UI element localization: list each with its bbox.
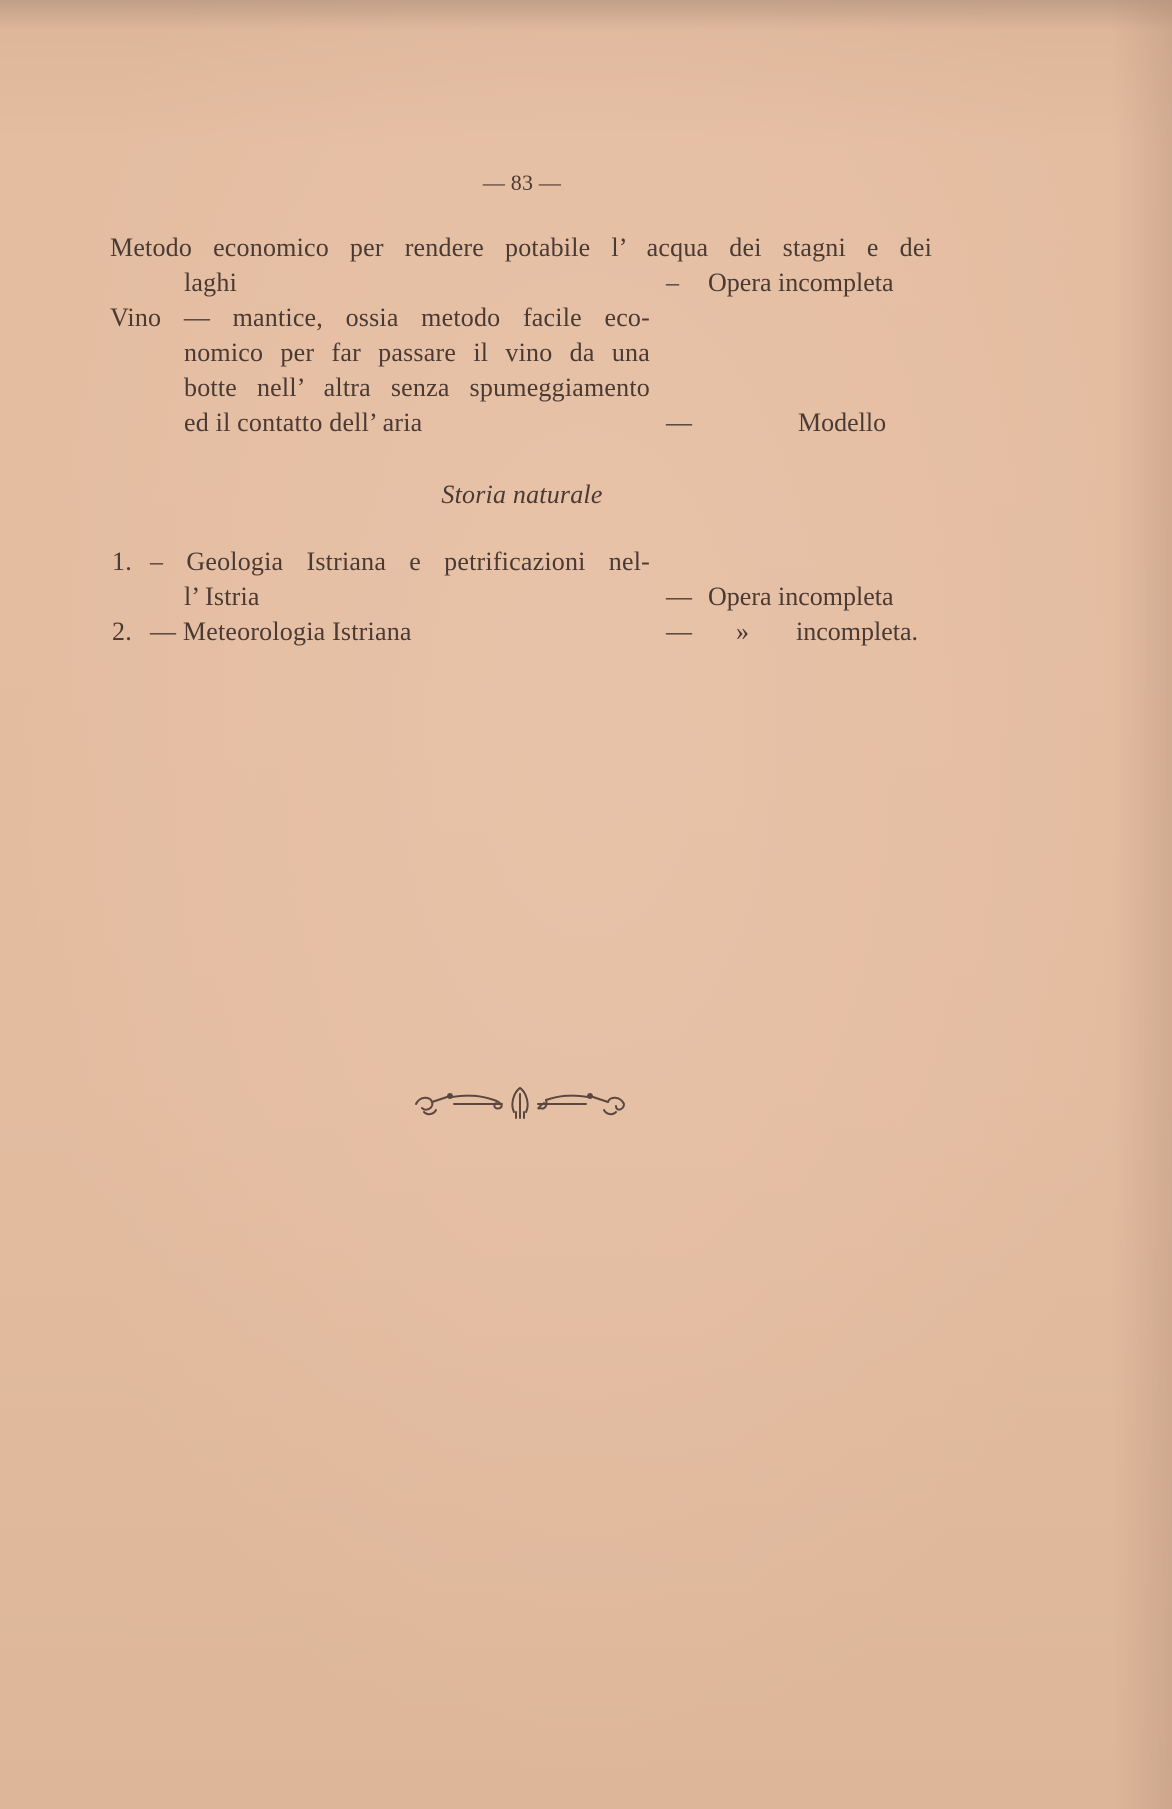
entry-2-dash: — <box>666 408 692 437</box>
entry-1-status: Opera incompleta <box>708 268 894 297</box>
entry-2-line-4: ed il contatto dell’ aria <box>184 408 423 437</box>
entry-2-line-3: botte nell’ altra senza spumeggiamento <box>184 373 650 402</box>
list-item-1-status: Opera incompleta <box>708 582 894 611</box>
list-item-2-line-1: — Meteorologia Istriana <box>150 617 412 646</box>
entry-2-line-1: Vino — mantice, ossia metodo facile eco- <box>110 303 650 332</box>
list-item-2-number: 2. <box>112 617 132 646</box>
page-number: — 83 — <box>482 170 562 195</box>
page-top-shadow <box>0 0 1172 30</box>
decorative-ornament-icon <box>410 1082 630 1124</box>
entry-1-dash: – <box>666 268 679 297</box>
list-item-1-number: 1. <box>112 547 132 576</box>
list-item-2-ditto: » <box>736 617 749 646</box>
list-item-1-line-2: l’ Istria <box>184 582 260 611</box>
list-item-1-dash: — <box>666 582 692 611</box>
list-item-2-dash: — <box>666 617 692 646</box>
list-item-2-status: incompleta. <box>796 617 919 646</box>
entry-1-line-2: laghi <box>184 268 237 297</box>
section-title: Storia naturale <box>441 480 603 509</box>
entry-2-status: Modello <box>798 408 887 437</box>
list-item-1-line-1: – Geologia Istriana e petrificazioni nel- <box>150 547 650 576</box>
page-edge-shadow <box>1112 0 1172 1809</box>
entry-1-line-1: Metodo economico per rendere potabile l’ acqua dei stagni e dei <box>110 233 932 262</box>
entry-2-line-2: nomico per far passare il vino da una <box>184 338 650 367</box>
